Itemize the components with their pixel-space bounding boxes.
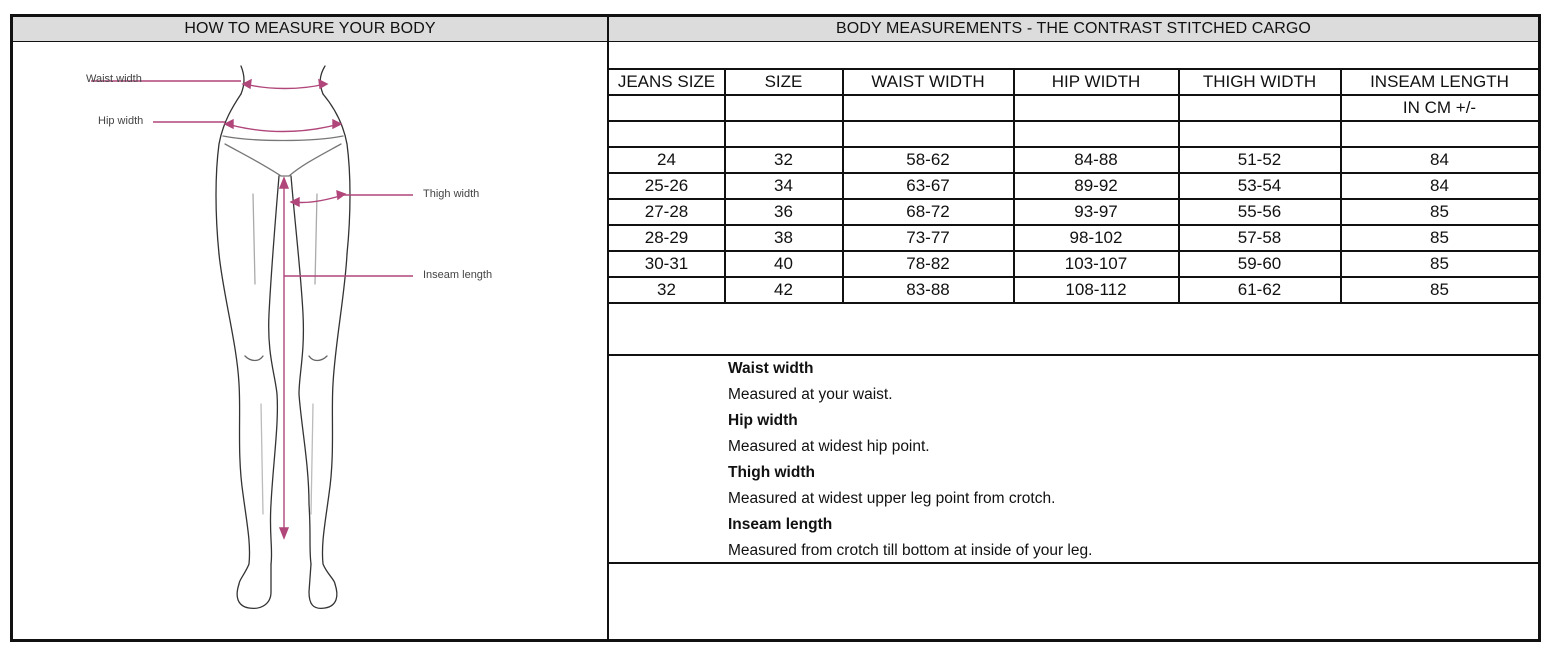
cell-jeans-size: 32 [657, 279, 676, 299]
cell-jeans-size: 28-29 [644, 227, 689, 247]
cell-thigh: 55-56 [1237, 201, 1282, 221]
note-text-inseam: Measured from crotch till bottom at inside of your leg. [728, 542, 1093, 559]
cell-thigh: 59-60 [1237, 253, 1282, 273]
cell-inseam: 84 [1430, 175, 1449, 195]
col-header-hip: HIP WIDTH [1051, 71, 1141, 91]
inseam-label: Inseam length [423, 269, 493, 281]
cell-jeans-size: 25-26 [644, 175, 689, 195]
table-rule [609, 120, 1539, 122]
body-outline-illustration [13, 44, 607, 639]
cell-waist: 73-77 [906, 227, 950, 247]
cell-waist: 63-67 [906, 175, 950, 195]
cell-size: 40 [774, 253, 793, 273]
table-rule [609, 302, 1539, 304]
waist-label: Waist width [86, 73, 142, 85]
cell-hip: 84-88 [1074, 149, 1118, 169]
note-text-hip: Measured at widest hip point. [728, 438, 930, 455]
cell-thigh: 53-54 [1237, 175, 1282, 195]
cell-size: 38 [774, 227, 793, 247]
cell-inseam: 85 [1430, 201, 1449, 221]
cell-waist: 58-62 [906, 149, 950, 169]
cell-hip: 98-102 [1069, 227, 1123, 247]
cell-waist: 78-82 [906, 253, 950, 273]
note-title-waist: Waist width [728, 360, 814, 377]
thigh-label: Thigh width [423, 188, 480, 200]
hip-label: Hip width [98, 115, 144, 127]
cell-hip: 108-112 [1065, 279, 1127, 299]
measurement-notes [728, 356, 1092, 564]
cell-jeans-size: 30-31 [644, 253, 689, 273]
cell-size: 34 [774, 175, 793, 195]
note-title-inseam: Inseam length [728, 516, 833, 533]
note-title-hip: Hip width [728, 412, 798, 429]
cell-thigh: 57-58 [1237, 227, 1282, 247]
cell-size: 32 [774, 149, 793, 169]
cell-jeans-size: 24 [657, 149, 676, 169]
cell-inseam: 84 [1430, 149, 1449, 169]
cell-inseam: 85 [1430, 253, 1449, 273]
col-header-size: SIZE [764, 71, 803, 91]
col-header-thigh: THIGH WIDTH [1202, 71, 1317, 91]
panel-divider [607, 14, 609, 642]
cell-hip: 89-92 [1074, 175, 1118, 195]
cell-jeans-size: 27-28 [644, 201, 689, 221]
cell-waist: 83-88 [906, 279, 950, 299]
cell-thigh: 51-52 [1237, 149, 1282, 169]
cell-inseam: 85 [1430, 279, 1449, 299]
right-panel-title: BODY MEASUREMENTS - THE CONTRAST STITCHED CARGO [609, 17, 1538, 42]
col-header-waist: WAIST WIDTH [871, 71, 985, 91]
cell-size: 42 [774, 279, 793, 299]
cell-hip: 103-107 [1064, 253, 1128, 273]
left-panel-title: HOW TO MEASURE YOUR BODY [13, 17, 607, 42]
note-title-thigh: Thigh width [728, 464, 815, 481]
cell-waist: 68-72 [906, 201, 950, 221]
col-header-inseam: INSEAM LENGTH [1370, 71, 1509, 91]
col-header-jeans-size: JEANS SIZE [617, 71, 716, 91]
cell-hip: 93-97 [1074, 201, 1118, 221]
unit-note: IN CM +/- [1402, 97, 1477, 117]
cell-size: 36 [774, 201, 793, 221]
body-measure-figure [13, 44, 607, 639]
cell-thigh: 61-62 [1237, 279, 1282, 299]
note-text-thigh: Measured at widest upper leg point from crotch. [728, 490, 1056, 507]
note-text-waist: Measured at your waist. [728, 386, 893, 403]
cell-inseam: 85 [1430, 227, 1449, 247]
